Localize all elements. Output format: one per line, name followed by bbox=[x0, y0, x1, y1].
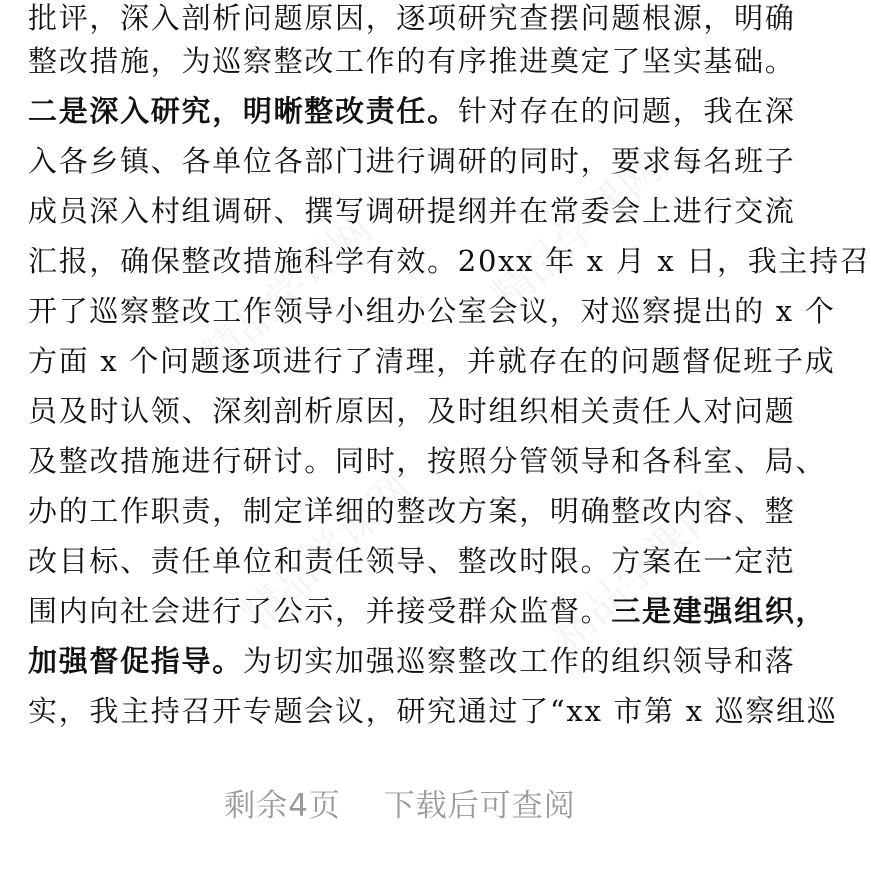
body-text: 实，我主持召开专题会议，研究通过了“xx 市第 x 巡察组巡 bbox=[28, 694, 838, 728]
document-body bbox=[28, 0, 871, 736]
body-text: 入各乡镇、各单位各部门进行调研的同时，要求每名班子 bbox=[28, 144, 796, 178]
body-text: 及整改措施进行研讨。同时，按照分管领导和各科室、局、 bbox=[28, 444, 827, 478]
document-line bbox=[28, 336, 836, 386]
document-line bbox=[28, 686, 838, 736]
body-text: 成员深入村组调研、撰写调研提纲并在常委会上进行交流 bbox=[28, 194, 796, 228]
document-line bbox=[28, 236, 871, 286]
document-line bbox=[28, 636, 796, 686]
body-text: 方面 x 个问题逐项进行了清理，并就存在的问题督促班子成 bbox=[28, 344, 836, 378]
body-text: 开了巡察整改工作领导小组办公室会议，对巡察提出的 x 个 bbox=[28, 294, 836, 328]
body-text: 围内向社会进行了公示，并接受群众监督。 bbox=[28, 594, 612, 628]
document-line bbox=[28, 536, 796, 586]
document-line bbox=[28, 36, 796, 86]
body-text: 批评，深入剖析问题原因，逐项研究查摆问题根源，明确 bbox=[28, 1, 796, 35]
body-text: 为切实加强巡察整改工作的组织领导和落 bbox=[242, 644, 796, 678]
remaining-pages-label: 剩余4页 bbox=[224, 788, 341, 824]
bold-heading-text: 二是深入研究，明晰整改责任。 bbox=[28, 94, 458, 128]
document-line bbox=[28, 486, 796, 536]
body-text: 员及时认领、深刻剖析原因，及时组织相关责任人对问题 bbox=[28, 394, 796, 428]
document-line bbox=[28, 586, 827, 636]
document-line bbox=[28, 136, 796, 186]
document-line bbox=[28, 436, 827, 486]
body-text: 办的工作职责，制定详细的整改方案，明确整改内容、整 bbox=[28, 494, 796, 528]
body-text: 针对存在的问题，我在深 bbox=[457, 94, 796, 128]
remaining-pages-note bbox=[0, 780, 800, 825]
bold-heading-text: 加强督促指导。 bbox=[28, 644, 243, 678]
document-line bbox=[28, 286, 836, 336]
body-text: 改目标、责任单位和责任领导、整改时限。方案在一定范 bbox=[28, 544, 796, 578]
document-line bbox=[28, 86, 796, 136]
document-line bbox=[28, 386, 796, 436]
document-line bbox=[28, 186, 796, 236]
body-text: 整改措施，为巡察整改工作的有序推进奠定了坚实基础。 bbox=[28, 44, 796, 78]
document-line bbox=[28, 0, 796, 36]
bold-heading-text: 三是建强组织， bbox=[611, 594, 827, 628]
download-hint-label: 下载后可查阅 bbox=[383, 788, 576, 824]
body-text: 汇报，确保整改措施科学有效。20xx 年 x 月 x 日，我主持召 bbox=[28, 244, 871, 278]
